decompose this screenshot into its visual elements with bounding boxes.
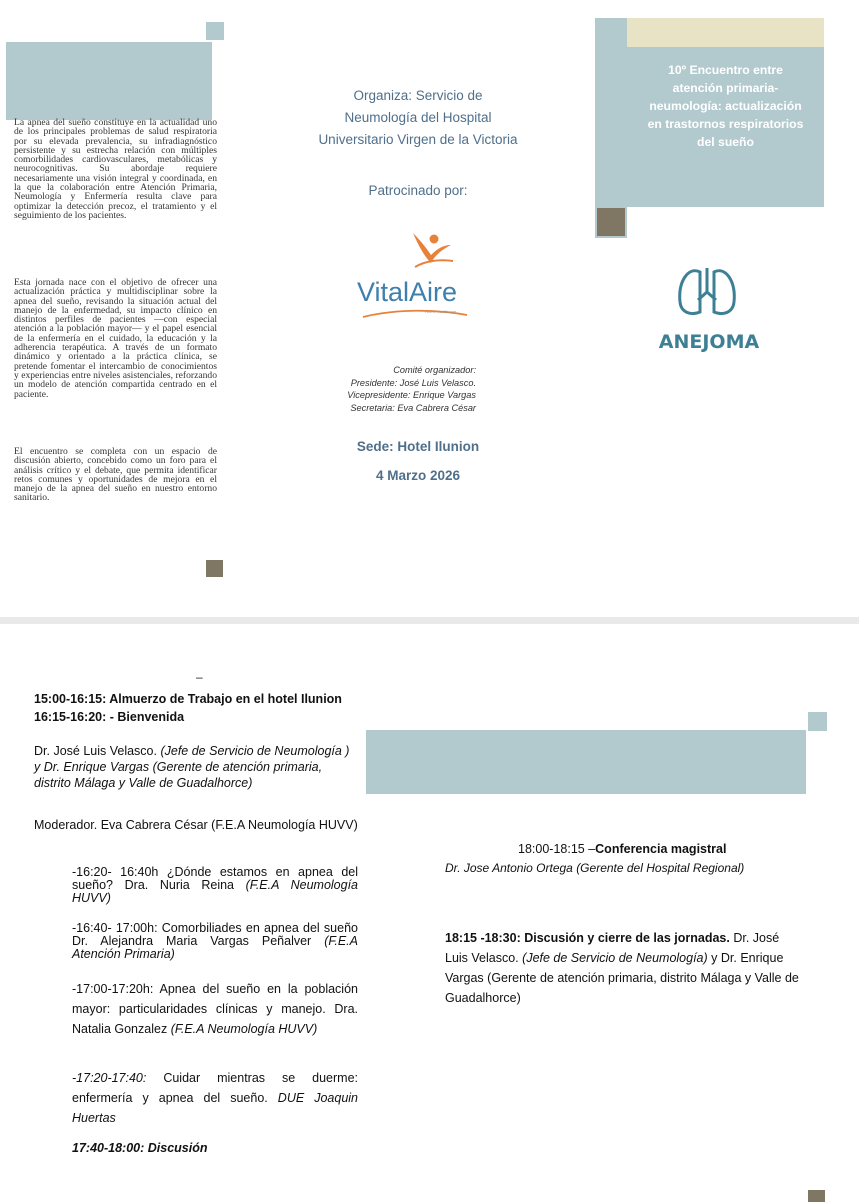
welcome-speakers [34,743,364,791]
decor-inside-bottom-square [808,1190,825,1202]
event-date: 4 Marzo 2026 [375,468,461,483]
event-title-box [627,47,824,207]
program-discussion: 17:40-18:00: Discusión [72,1141,208,1155]
conference-speaker: Dr. Jose Antonio Ortega [445,861,573,875]
talk-2-text: -16:40- 17:00h: Comorbiliades en apnea del sueño Dr. Alejandra Maria Vargas Peñalver [72,921,358,948]
organizer-text: Organiza: Servicio de Neumología del Hospital Universitario Virgen de la Victoria [318,88,518,147]
welcome-speaker-2-district: distrito Málaga y Valle de Guadalhorce) [34,776,253,790]
decor-square-small [206,22,224,40]
conference-title: Conferencia magistral [595,842,727,856]
program-item-welcome: 16:15-16:20: - Bienvenida [34,710,185,724]
committee-block [330,364,476,414]
talk-3-text: -17:00-17:20h: Apnea del sueño en la población mayor: particularidades clínicas y manejo. Dra. Natalia Gonzalez [72,982,358,1036]
conference-speaker-line [445,860,845,876]
event-title: 10º Encuentro entre atención primaria-neumología: actualización en trastornos respiratorios del sueño [647,63,804,149]
closing-speaker-2: y Dr. Enrique Vargas (Gerente de atención primaria, distrito Málaga y Valle de Guadalhorce) [445,951,799,1005]
talk-1 [72,866,358,905]
decor-square-bottom [206,560,223,577]
conference-time: 18:00-18:15 – [518,842,596,856]
closing-block [445,928,805,1008]
intro-paragraph-3: El encuentro se completa con un espacio de discusión abierto, concebido como un foro para el análisis crítico y el debate, que permita identificar retos comunes y oportunidades de mejora en el manejo de la apnea del sueño en nuestro entorno sanitario. [14,446,217,504]
svg-text:Home Healthcare: Home Healthcare [425,309,457,314]
closing-speaker-1: Dr. José Luis Velasco. [445,931,780,965]
svg-text:ANEJOMA: ANEJOMA [658,331,760,353]
leaflet-inside-page [0,624,859,1200]
intro-paragraph-2: Esta jornada nace con el objetivo de ofrecer una actualización práctica y multidisciplinar sobre la apnea del sueño, revisando la situación actual del manejo de la enfermedad, su impacto clínico en distintos perfiles de pacientes —con especial atención a la población mayor— y el papel esencial de la enfermería en el cuidado, la educación y la adherencia terapéutica. A través de un formato dinámico y orientado a la práctica clínica, se pretende fomentar el intercambio de conocimientos y experiencias entre niveles asistenciales, reforzando un modelo de atención compartida centrado en el paciente. [14,277,217,400]
welcome-speaker-1: Dr. José Luis Velasco. [34,744,157,758]
talk-4-text: Cuidar mientras se duerme: enfermería y apnea del sueño. [72,1071,358,1105]
venue-text: Sede: Hotel Ilunion [356,439,480,454]
talk-4 [72,1068,358,1128]
talk-4-time: -17:20-17:40: [72,1071,147,1085]
vitalaire-logo [355,225,475,323]
decor-cover-bar [595,18,627,238]
committee-secretary: Secretaria: Eva Cabrera César [350,402,476,413]
welcome-speaker-2: y Dr. Enrique Vargas (Gerente de atención primaria, [34,760,323,774]
moderator-text: Moderador. Eva Cabrera César (F.E.A Neumología HUVV) [34,818,358,832]
talk-4-speaker: DUE Joaquin Huertas [72,1091,358,1125]
svg-text:VitalAire: VitalAire [357,277,458,307]
intro-paragraph-1: La apnea del sueño constituye en la actualidad uno de los principales problemas de salud respiratoria por su elevada prevalencia, su infradiagnóstico persistente y su estrecha relación con múltiples comorbilidades cardiovasculares, metabólicas y neurocognitivas. Su abordaje requiere necesariamente una visión integral y coordinada, en la que la colaboración entre Atención Primaria, Neumología y Enfermería resulta clave para optimizar la detección precoz, el tratamiento y el seguimiento de los pacientes. [14,117,217,221]
talk-1-text: -16:20- 16:40h ¿Dónde estamos en apnea del sueño? Dra. Nuria Reina [72,865,358,892]
closing-title: 18:15 -18:30: Discusión y cierre de las jornadas. [445,931,730,945]
decor-inside-banner [366,730,806,794]
conference-speaker-role: (Gerente del Hospital Regional) [576,861,745,875]
decor-banner-left [6,42,212,120]
program-item-lunch: 15:00-16:15: Almuerzo de Trabajo en el hotel Ilunion [34,692,342,706]
conference-heading [518,841,848,857]
talk-3-role: (F.E.A Neumología HUVV) [170,1022,318,1036]
committee-title: Comité organizador: [393,365,476,375]
talk-1-role: (F.E.A Neumología HUVV) [72,878,359,905]
talk-2 [72,922,358,961]
talk-3 [72,979,358,1039]
closing-speaker-1-role: (Jefe de Servicio de Neumología) [522,951,708,965]
talk-2-role: (F.E.A Atención Primaria) [72,934,358,961]
stray-dash: – [196,670,203,684]
anejoma-logo [654,262,764,357]
sponsor-heading: Patrocinado por: [368,183,468,198]
committee-vicepresident: Vicepresidente: Enrique Vargas [347,390,476,400]
committee-president: Presidente: José Luis Velasco. [350,377,476,388]
decor-cover-top [627,18,824,47]
decor-cover-square [597,208,625,236]
decor-inside-square [808,712,827,731]
welcome-speaker-1-role: (Jefe de Servicio de Neumología ) [160,744,350,758]
